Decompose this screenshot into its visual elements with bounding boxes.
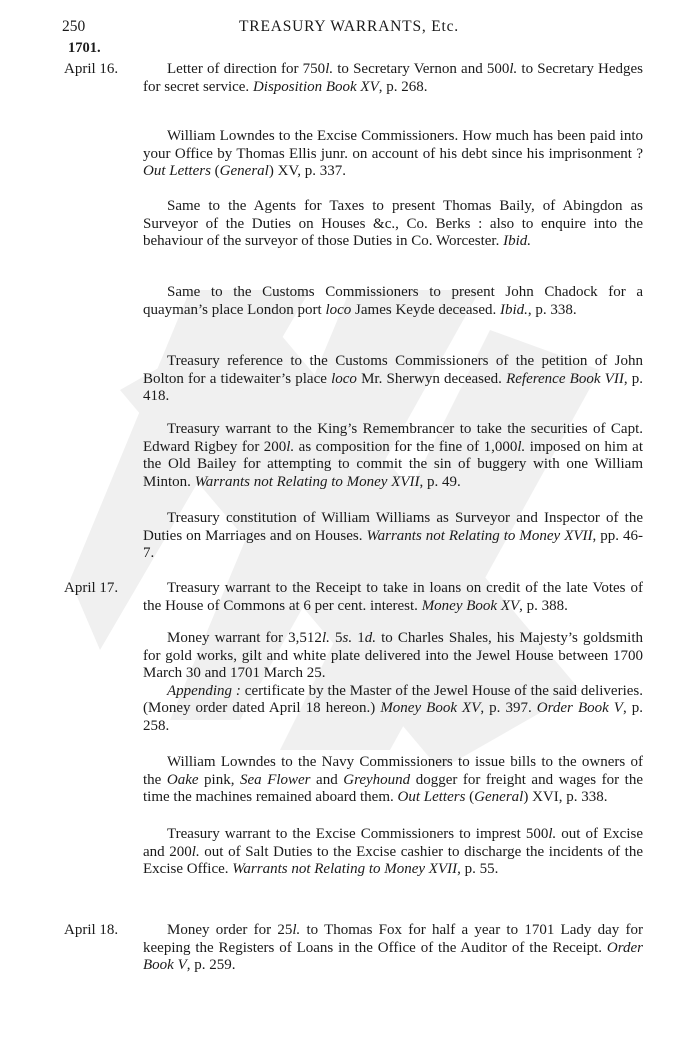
- entry-text: William Lowndes to the Excise Commissioners. How much has been paid into your Office by Thomas Ellis junr. on account of his debt since his imprisonment ?: [143, 128, 643, 162]
- entry: [143, 580, 643, 615]
- entry-text: , p. 397.: [480, 700, 537, 717]
- date-april-18: April 18.: [64, 922, 119, 938]
- entry-text: (: [210, 163, 220, 180]
- citation-text: l.: [191, 843, 200, 860]
- entry-text: Treasury warrant to the Receipt to take in loans on credit of the late Votes of the House of Commons at 6 per cent. interest.: [143, 580, 643, 614]
- entry: [143, 128, 643, 181]
- entry-text: out of Excise and 200: [143, 826, 643, 860]
- entry-text: as composition for the fine of 1,000: [294, 438, 518, 455]
- entry-text: , p. 388.: [519, 597, 568, 614]
- entry-text: , p. 268.: [378, 78, 428, 95]
- citation-text: Out Letters: [397, 789, 466, 806]
- entry-text: dogger for freight and wages for the time the machines remained aboard them.: [143, 771, 643, 806]
- entry-text: ) XV, p. 337.: [268, 163, 347, 180]
- entry-text: , p. 258.: [143, 700, 644, 734]
- entry: [143, 630, 643, 736]
- citation-text: Disposition Book XV: [252, 78, 379, 95]
- page-header: [62, 18, 636, 42]
- entry-text: to Charles Shales, his Majesty’s goldsmith for gold works, gilt and white plate delivered into the Jewel House between 1700 March 30 and 1701 March 25.: [143, 630, 644, 682]
- entry-text: to Thomas Fox for half a year to 1701 Lady day for keeping the Registers of Loans in the Office of the Auditor of the Receipt.: [143, 922, 643, 956]
- entry-text: ) XVI, p. 338.: [523, 789, 608, 806]
- entry-text: , p. 259.: [186, 957, 236, 974]
- entry: [143, 353, 643, 406]
- entry-text: , p. 55.: [457, 861, 499, 878]
- entry: [143, 421, 643, 491]
- citation-text: l.: [517, 438, 526, 455]
- citation-text: l.: [292, 922, 301, 938]
- entry-text: Money warrant for 3,512: [167, 630, 322, 646]
- citation-text: Ibid.: [499, 301, 528, 318]
- citation-text: Money Book XV: [421, 597, 520, 614]
- entry: [143, 61, 643, 96]
- entry-text: Letter of direction for 750: [167, 61, 326, 77]
- entry: [143, 826, 643, 879]
- entry-text: to Secretary Hedges for secret service.: [143, 61, 643, 95]
- citation-text: Oake: [166, 771, 199, 788]
- entry-text: , p. 49.: [419, 473, 461, 490]
- entry-text: 5: [329, 630, 343, 646]
- citation-text: loco: [325, 301, 352, 318]
- entry-text: Money order for 25: [167, 922, 293, 938]
- entry-text: Treasury warrant to the King’s Remembrancer to take the securities of Capt. Edward Rigbey for 200: [143, 421, 643, 455]
- entry-text: Same to the Agents for Taxes to present Thomas Baily, of Abingdon as Surveyor of the Duties on Houses &c., Co. Berks : also to enquire into the behaviour of the surveyor of those Duties in Co. Worcester.: [143, 198, 643, 250]
- entry-text: Treasury reference to the Customs Commissioners of the petition of John Bolton for a tidewaiter’s place: [143, 353, 643, 387]
- citation-text: Sea Flower: [240, 771, 311, 788]
- citation-text: Ibid.: [503, 233, 532, 250]
- year-marker: 1701.: [68, 40, 101, 56]
- citation-text: Warrants not Relating to Money XVII: [194, 473, 420, 490]
- citation-text: l.: [286, 438, 295, 455]
- citation-text: Warrants not Relating to Money XVII: [366, 527, 593, 544]
- citation-text: l.: [509, 61, 518, 77]
- entry-continuation: [143, 683, 643, 736]
- running-title: TREASURY WARRANTS, Etc.: [239, 18, 459, 35]
- citation-text: Reference Book VII: [506, 370, 624, 387]
- entry-text: Mr. Sherwyn deceased.: [356, 370, 507, 387]
- entry-text: pink,: [198, 771, 240, 788]
- citation-text: Money Book XV: [380, 700, 481, 717]
- citation-text: l.: [325, 61, 334, 77]
- citation-text: General: [219, 163, 269, 180]
- entry-text: , p. 418.: [143, 370, 643, 405]
- entry-text: William Lowndes to the Navy Commissioners to issue bills to the owners of the: [143, 754, 643, 788]
- entry: [143, 284, 643, 319]
- entry: [143, 922, 643, 975]
- citation-text: Out Letters: [143, 163, 211, 180]
- citation-text: l.: [321, 630, 330, 646]
- citation-text: loco: [331, 370, 357, 387]
- citation-text: s.: [342, 630, 353, 646]
- citation-text: Appending :: [167, 682, 241, 699]
- entry-text: , pp. 46-7.: [143, 527, 643, 562]
- entry: [143, 510, 643, 563]
- entry-text: , p. 338.: [527, 301, 577, 318]
- entry-text: (: [465, 789, 475, 806]
- citation-text: l.: [548, 826, 557, 842]
- citation-text: d.: [364, 630, 376, 646]
- citation-text: Order Book V: [143, 939, 643, 974]
- citation-text: Order Book V: [536, 700, 623, 717]
- entry-text: Treasury constitution of William Williams as Surveyor and Inspector of the Duties on Marriages and on Houses.: [143, 510, 643, 544]
- citation-text: Greyhound: [343, 771, 411, 788]
- citation-text: General: [474, 789, 524, 806]
- entry-text: Treasury warrant to the Excise Commissioners to imprest 500: [167, 826, 549, 842]
- page-number: 250: [62, 18, 86, 35]
- citation-text: Warrants not Relating to Money XVII: [232, 861, 458, 878]
- date-april-17: April 17.: [64, 580, 119, 596]
- entry-text: to Secretary Vernon and 500: [333, 61, 510, 77]
- entry-text: certificate by the Master of the Jewel House of the said deliveries. (Money order dated April 18 hereon.): [143, 682, 643, 717]
- entry-text: and: [310, 771, 344, 788]
- entry-text: 1: [352, 630, 365, 646]
- entry-text: imposed on him at the Old Bailey for attempting to commit the sin of buggery with one William Minton.: [143, 438, 644, 490]
- entry-text: out of Salt Duties to the Excise cashier to discharge the incidents of the Excise Office.: [143, 843, 643, 878]
- entry: [143, 754, 643, 807]
- entry-text: James Keyde deceased.: [351, 301, 500, 318]
- entry: [143, 198, 643, 251]
- date-april-16: April 16.: [64, 61, 119, 77]
- entry-text: Same to the Customs Commissioners to present John Chadock for a quayman’s place London port: [143, 284, 643, 318]
